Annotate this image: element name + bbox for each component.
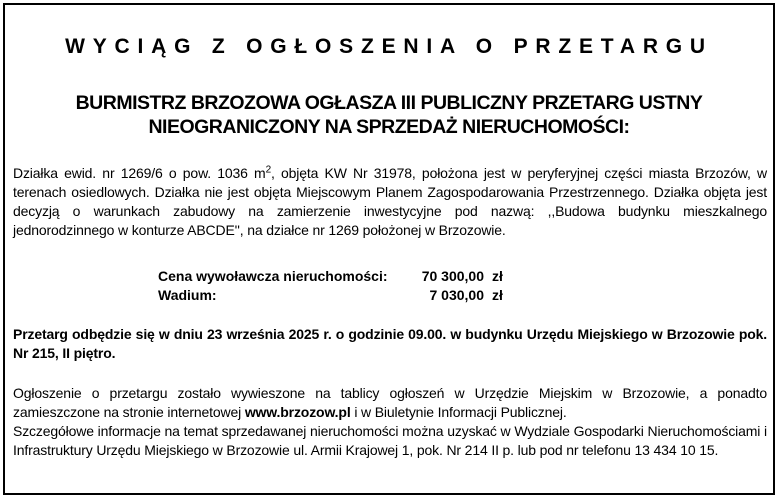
start-price-currency: zł (492, 268, 503, 284)
start-price-value: 70 300,00 (421, 268, 484, 284)
start-price-row (158, 267, 503, 286)
headline-line-2: NIEOGRANICZONY NA SPRZEDAŻ NIERUCHOMOŚCI: (148, 116, 630, 138)
notice-text-start: Ogłoszenie o przetargu zostało wywieszone na tablicy ogłoszeń w Urzędzie Miejskim w Brzozowie, a ponadto zamieszczone na stronie internetowej (13, 385, 767, 420)
deposit-currency: zł (492, 287, 503, 303)
auction-date-info: Przetarg odbędzie się w dniu 23 września 2025 r. o godzinie 09.00. w budynku Urzędu Miejskiego w Brzozowie pok. Nr 215, II piętro. (13, 326, 767, 361)
property-text-start: Działka ewid. nr 1269/6 o pow. 1036 m (13, 165, 266, 181)
notice-details: Szczegółowe informacje na temat sprzedawanej nieruchomości można uzyskać w Wydziale Gospodarki Nieruchomościami i Infrastruktury Urzędu Miejskiego w Brzozowie ul. Armii Krajowej 1, pok. Nr 214 II p. lub pod nr telefonu 13 434 10 15. (13, 423, 767, 458)
property-text-rest: , objęta KW Nr 31978, położona jest w peryferyjnej części miasta Brzozów, w terenach osiedlowych. Działka nie jest objęta Miejscowym Planem Zagospodarowania Przestrzennego. Działka objęta jest decyzją o warunkach zabudowy na zamierzenie inwestycyjne pod nazwą: ,,Budowa budynku mieszkalnego jednorodzinnego w konturze ABCDE'', na działce nr 1269 położonej w Brzozowie. (13, 165, 767, 238)
announcement-headline (5, 91, 773, 139)
notice-publication (13, 384, 767, 422)
deposit-row (158, 286, 503, 305)
deposit-label: Wadium: (158, 287, 217, 303)
deposit-value: 7 030,00 (429, 287, 484, 303)
price-table (158, 267, 503, 305)
website-link[interactable]: www.brzozow.pl (244, 404, 351, 420)
headline-line-1: BURMISTRZ BRZOZOWA OGŁASZA III PUBLICZNY PRZETARG USTNY (75, 92, 703, 114)
area-unit-superscript: 2 (265, 164, 271, 176)
announcement-title: WYCIĄG Z OGŁOSZENIA O PRZETARGU (65, 35, 713, 58)
notice-text-end: i w Biuletynie Informacji Publicznej. (354, 404, 567, 420)
property-description (13, 164, 767, 240)
announcement-frame (3, 3, 775, 495)
start-price-label: Cena wywoławcza nieruchomości: (158, 268, 388, 284)
